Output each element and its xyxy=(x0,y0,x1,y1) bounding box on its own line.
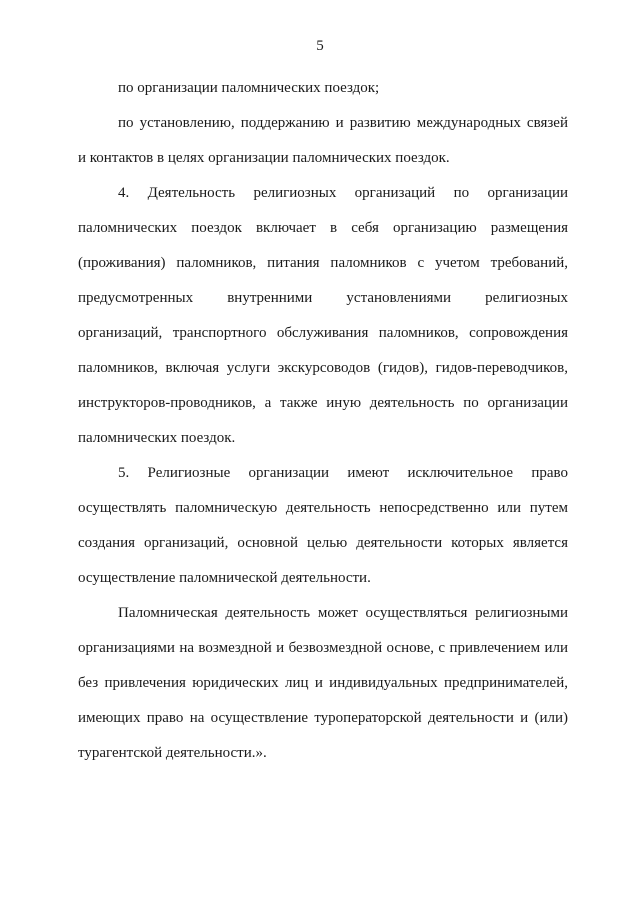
text-line: организациями на возмездной и безвозмездной основе, с привлечением или xyxy=(78,640,568,656)
text-line: имеющих право на осуществление туроператорской деятельности и (или) xyxy=(78,710,568,726)
text-line: инструкторов-проводников, а также иную деятельность по организации xyxy=(78,395,568,411)
text-line: Паломническая деятельность может осуществляться религиозными xyxy=(118,605,568,621)
text-line: осуществление паломнической деятельности. xyxy=(78,570,371,586)
text-line: осуществлять паломническую деятельность непосредственно или путем xyxy=(78,500,568,516)
text-line: 4. Деятельность религиозных организаций по организации xyxy=(118,185,568,201)
text-line: турагентской деятельности.». xyxy=(78,745,267,761)
text-line: предусмотренных внутренними установлениями религиозных xyxy=(78,290,568,306)
text-line: 5. Религиозные организации имеют исключительное право xyxy=(118,465,568,481)
text-line: и контактов в целях организации паломнических поездок. xyxy=(78,150,450,166)
text-line: по организации паломнических поездок; xyxy=(118,80,380,96)
text-line: по установлению, поддержанию и развитию международных связей xyxy=(118,115,568,131)
page-number: 5 xyxy=(316,38,324,54)
text-line: организаций, транспортного обслуживания паломников, сопровождения xyxy=(78,325,568,341)
text-line: паломников, включая услуги экскурсоводов (гидов), гидов-переводчиков, xyxy=(78,360,568,376)
text-line: без привлечения юридических лиц и индивидуальных предпринимателей, xyxy=(78,675,568,691)
text-line: паломнических поездок включает в себя организацию размещения xyxy=(78,220,568,236)
text-line: (проживания) паломников, питания паломников с учетом требований, xyxy=(78,255,568,271)
text-line: паломнических поездок. xyxy=(78,430,236,446)
text-line: создания организаций, основной целью деятельности которых является xyxy=(78,535,568,551)
